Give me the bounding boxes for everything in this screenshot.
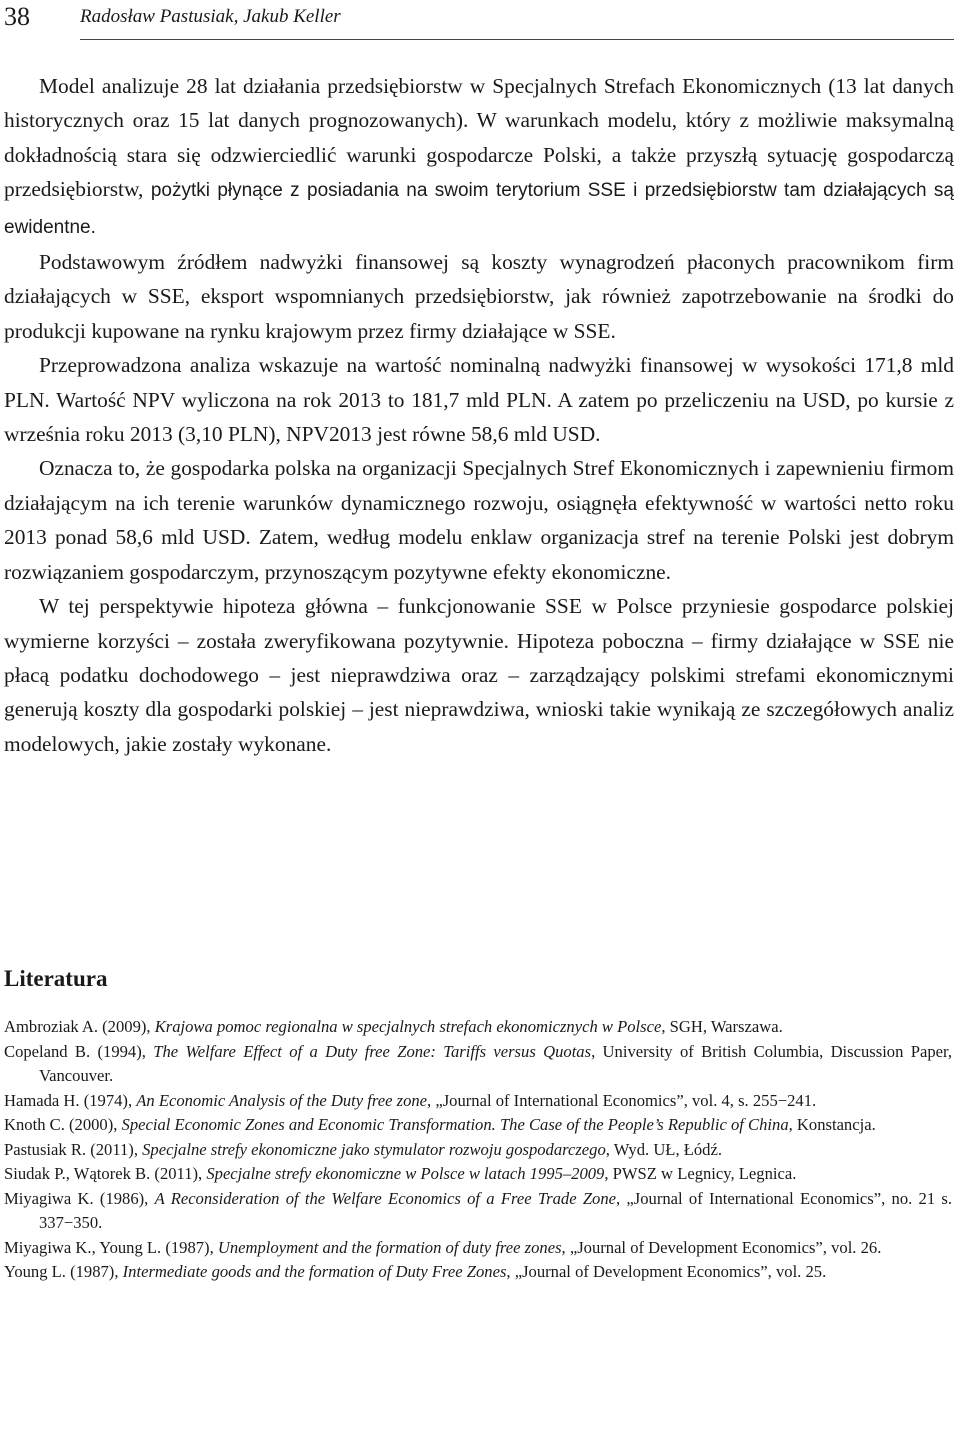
reference-title: An Economic Analysis of the Duty free zone bbox=[136, 1090, 428, 1110]
reference-publisher: , Wyd. UŁ, Łódź. bbox=[605, 1139, 722, 1159]
paragraph-model-serif: Model analizuje 28 lat działania przedsiębiorstw w Specjalnych Strefach Ekonomicznych (13 lat danych historycznych oraz 15 lat danych prognozowanych). W warunkach modelu, który z możliwie maksymalną dokładnością stara się odzwierciedlić warunki gospodarcze Polski, a także przyszłą sytuację gospodarczą przedsiębiorstw, bbox=[4, 74, 954, 202]
reference-item bbox=[4, 1260, 952, 1285]
paragraph-hypotheses: W tej perspektywie hipoteza główna – funkcjonowanie SSE w Polsce przyniesie gospodarce polskiej wymierne korzyści – została zweryfikowana pozytywnie. Hipoteza poboczna – firmy działające w SSE nie płacą podatku dochodowego – jest nieprawdziwa oraz – zarządzający polskimi strefami ekonomicznymi generują koszty dla gospodarki polskiej – jest nieprawdziwa, wnioski takie wynikają ze szczegółowych analiz modelowych, jakie zostały wykonane. bbox=[4, 594, 954, 756]
reference-authors: Young L. (1987), bbox=[4, 1262, 123, 1281]
reference-publisher: , SGH, Warszawa. bbox=[661, 1017, 783, 1036]
reference-publisher: , „Journal of International Economics”, no. 21 s. 337−350. bbox=[39, 1188, 952, 1232]
paragraph-model bbox=[4, 69, 954, 245]
paragraph-model-sans: pożytki płynące z posiadania na swoim terytorium SSE i przedsiębiorstw tam działających są ewidentne. bbox=[4, 180, 954, 238]
reference-authors: Pastusiak R. (2011), bbox=[4, 1139, 143, 1159]
reference-item bbox=[4, 1138, 952, 1163]
page-number: 38 bbox=[4, 2, 30, 31]
reference-authors: Knoth C. (2000), bbox=[4, 1115, 122, 1134]
reference-publisher: , „Journal of Development Economics”, vol. 26. bbox=[561, 1237, 882, 1257]
reference-item bbox=[4, 1089, 952, 1114]
reference-title: A Reconsideration of the Welfare Economics of a Free Trade Zone bbox=[154, 1188, 617, 1208]
paragraph-surplus-sources: Podstawowym źródłem nadwyżki finansowej są koszty wynagrodzeń płaconych pracownikom firm działających w SSE, eksport wspomnianych przedsiębiorstw, jak również zapotrzebowanie na środki do produkcji kupowane na rynku krajowym przez firmy działające w SSE. bbox=[4, 250, 954, 343]
reference-list bbox=[4, 1015, 952, 1285]
reference-authors: Ambroziak A. (2009), bbox=[4, 1017, 155, 1036]
body-text bbox=[4, 69, 954, 761]
literature-heading: Literatura bbox=[4, 966, 108, 991]
reference-authors: Miyagiwa K., Young L. (1987), bbox=[4, 1237, 218, 1257]
reference-publisher: , Konstancja. bbox=[788, 1115, 876, 1134]
reference-authors: Miyagiwa K. (1986), bbox=[4, 1188, 155, 1208]
reference-title: Specjalne strefy ekonomiczne jako stymulator rozwoju gospodarczego bbox=[142, 1139, 606, 1159]
reference-title: Krajowa pomoc regionalna w specjalnych strefach ekonomicznych w Polsce bbox=[154, 1017, 662, 1036]
reference-item bbox=[4, 1187, 952, 1236]
reference-item bbox=[4, 1040, 952, 1089]
reference-title: Unemployment and the formation of duty free zones bbox=[217, 1237, 562, 1257]
reference-title: Special Economic Zones and Economic Transformation. The Case of the People’s Republic of China bbox=[121, 1115, 789, 1134]
paragraph-analysis: Przeprowadzona analiza wskazuje na wartość nominalną nadwyżki finansowej w wysokości 171,8 mld PLN. Wartość NPV wyliczona na rok 2013 to 181,7 mld PLN. A zatem po przeliczeniu na USD, po kursie z września roku 2013 (3,10 PLN), NPV2013 jest równe 58,6 mld USD. bbox=[4, 353, 954, 447]
reference-authors: Copeland B. (1994), bbox=[4, 1041, 154, 1061]
reference-publisher: , „Journal of Development Economics”, vol. 25. bbox=[506, 1262, 827, 1281]
reference-item bbox=[4, 1162, 952, 1187]
reference-item bbox=[4, 1113, 952, 1138]
header-rule bbox=[80, 39, 954, 40]
reference-publisher: , PWSZ w Legnicy, Legnica. bbox=[604, 1164, 797, 1183]
reference-item bbox=[4, 1236, 952, 1261]
reference-title: Intermediate goods and the formation of Duty Free Zones bbox=[122, 1262, 507, 1281]
reference-authors: Hamada H. (1974), bbox=[4, 1090, 137, 1110]
running-head-authors: Radosław Pastusiak, Jakub Keller bbox=[80, 6, 341, 27]
page-header bbox=[4, 0, 954, 40]
reference-publisher: , University of British Columbia, Discussion Paper, Vancouver. bbox=[39, 1041, 953, 1085]
reference-publisher: , „Journal of International Economics”, vol. 4, s. 255−241. bbox=[427, 1090, 817, 1110]
reference-authors: Siudak P., Wątorek B. (2011), bbox=[4, 1164, 207, 1183]
paragraph-conclusion: Oznacza to, że gospodarka polska na organizacji Specjalnych Stref Ekonomicznych i zapewnieniu firmom działającym na ich terenie warunków dynamicznego rozwoju, osiągnęła efektywność w wartości netto roku 2013 ponad 58,6 mld USD. Zatem, według modelu enklaw organizacja stref na terenie Polski jest dobrym rozwiązaniem gospodarczym, przynoszącym pozytywne efekty ekonomiczne. bbox=[4, 456, 954, 584]
reference-title: The Welfare Effect of a Duty free Zone: Tariffs versus Quotas bbox=[153, 1041, 592, 1061]
reference-title: Specjalne strefy ekonomiczne w Polsce w latach 1995–2009 bbox=[206, 1164, 605, 1183]
reference-item bbox=[4, 1015, 952, 1040]
